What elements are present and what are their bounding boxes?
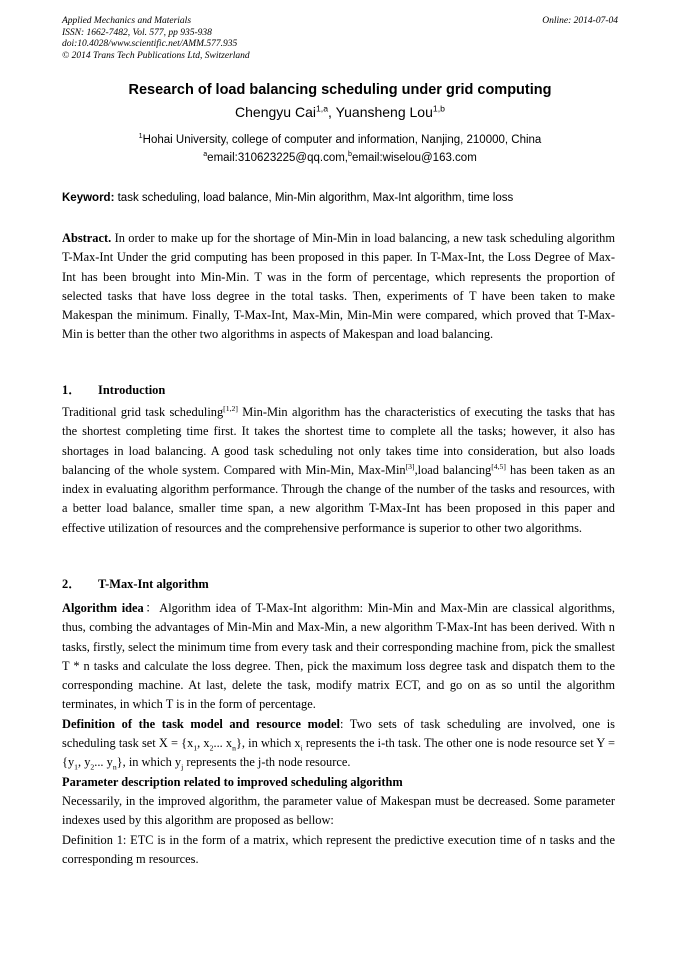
- definition-text: : Two sets of task scheduling are involved, one is scheduling task set X = {x: [62, 716, 616, 751]
- copyright-line: © 2014 Trans Tech Publications Ltd, Switzerland: [62, 50, 250, 61]
- abstract-paragraph: [62, 229, 615, 345]
- email-a: email:310623225@qq.com,: [207, 152, 348, 164]
- algorithm-idea-text: Algorithm idea of T-Max-Int algorithm: Min-Min and Max-Min are classical algorithms, thus, combing the advantages of Min-Min and Max-Min, a new algorithm T-Max-Int has been derived. With n tasks, firstly, select the minimum time from every task and their corresponding machine from, pick the smallest T * n tasks and calculate the loss degree. Then, pick the maximum loss degree task and dispatch them to the corresponding machine. At last, delete the task, modify matrix ECT, and go on as so until the algorithm terminates, in which T is in the form of percentage.: [62, 601, 615, 712]
- definition-text: ... x: [213, 736, 233, 751]
- author-superscript: 1,a: [315, 103, 329, 114]
- affiliation-text: Hohai University, college of computer and information, Nanjing, 210000, China: [142, 134, 542, 146]
- subscript: j: [181, 762, 184, 772]
- subscript: 2: [90, 762, 95, 772]
- section-title: Introduction: [98, 383, 166, 397]
- algorithm-idea-label: Algorithm idea: [62, 601, 144, 615]
- email-superscript: b: [348, 150, 352, 159]
- subscript: 2: [209, 743, 214, 753]
- section-heading-algorithm: [62, 574, 209, 592]
- abstract-text: In order to make up for the shortage of Min-Min in load balancing, a new task scheduling algorithm T-Max-Int Under the grid computing has been proposed in this paper. In T-Max-Int, the Loss Degree of Max-Int has been brought into Min-Min. T was in the form of percentage, which represents the proportion of selected tasks that have loss degree in the total tasks. Then, experiments of T have been taken to make Makespan the minimum. Finally, T-Max-Int, Max-Min, Min-Min were compared, which proved that T-Max-Min is better than the other two algorithms in aspects of Makespan and load balancing.: [62, 231, 615, 342]
- subscript: n: [112, 762, 117, 772]
- affiliation: [62, 134, 618, 146]
- keyword-text: task scheduling, load balance, Min-Min algorithm, Max-Int algorithm, time loss: [114, 192, 514, 204]
- citation: [4,5]: [491, 461, 506, 471]
- issn-line: ISSN: 1662-7482, Vol. 577, pp 935-938: [62, 27, 212, 38]
- keyword-label: Keyword:: [62, 192, 115, 204]
- journal-name: Applied Mechanics and Materials: [62, 16, 192, 26]
- definition-text: }, in which y: [116, 755, 182, 770]
- intro-text: Traditional grid task scheduling: [62, 405, 224, 419]
- author-superscript: 1,b: [432, 103, 445, 114]
- author-separator: ,: [328, 104, 336, 120]
- citation: [1,2]: [223, 403, 238, 413]
- citation: [3]: [405, 461, 415, 471]
- algorithm-section-body: [62, 599, 615, 869]
- introduction-paragraph: [62, 403, 615, 538]
- subscript: n: [232, 743, 236, 753]
- subscript: 1: [193, 743, 198, 753]
- author-list: [62, 104, 618, 120]
- definition-text: ... y: [94, 755, 113, 770]
- subscript: 1: [74, 762, 78, 772]
- author-name: Yuansheng Lou: [335, 104, 433, 120]
- email-superscript: a: [203, 150, 208, 159]
- section-number: 1．: [62, 383, 81, 397]
- doi-line: doi:10.4028/www.scientific.net/AMM.577.935: [62, 39, 238, 49]
- affiliation-superscript: 1: [138, 132, 143, 141]
- journal-header: [62, 16, 618, 62]
- definition-text: represents the j-th node resource.: [183, 755, 351, 770]
- definition-text: represents the i-th task. The other one is node resource set Y = {y: [62, 736, 616, 770]
- definition-paragraph: [62, 715, 615, 773]
- definition-text: , y: [78, 755, 91, 770]
- keyword-line: [62, 192, 618, 204]
- abstract-label: Abstract.: [62, 231, 112, 245]
- parameter-label: Parameter description related to improved scheduling algorithm: [62, 774, 403, 789]
- definition-1-paragraph: Definition 1: ETC is in the form of a matrix, which represent the predictive execution time of n tasks and the corresponding m resources.: [62, 832, 615, 866]
- definition-label: Definition of the task model and resource model: [62, 716, 340, 731]
- section-title: T-Max-Int algorithm: [98, 577, 209, 591]
- paper-title: Research of load balancing scheduling under grid computing: [128, 82, 552, 98]
- section-number: 2．: [62, 577, 81, 591]
- email-b: email:wiselou@163.com: [351, 152, 477, 164]
- subscript: i: [300, 743, 303, 753]
- author-name: Chengyu Cai: [235, 104, 316, 120]
- definition-text: }, in which x: [235, 736, 301, 751]
- colon: ：: [143, 601, 160, 615]
- section-heading-introduction: [62, 380, 165, 398]
- online-date: Online: 2014-07-04: [542, 16, 618, 26]
- definition-text: , x: [197, 736, 210, 751]
- intro-text: Min-Min algorithm has the characteristics of executing the tasks that has the shortest completing time first. It takes the shortest time to complete all the tasks; however, it also has shortages in load balancing. A good task scheduling not only takes time into consideration, but also loads balancing of the whole system. Compared with Min-Min, Max-Min: [62, 405, 615, 477]
- intro-text: ,load balancing: [414, 462, 492, 477]
- parameter-heading: [62, 773, 615, 792]
- algorithm-idea-paragraph: [62, 599, 615, 715]
- parameter-paragraph: Necessarily, in the improved algorithm, the parameter value of Makespan must be decreased. Some parameter indexes used by this algorithm are proposed as bellow:: [62, 793, 615, 828]
- intro-text: has been taken as an index in evaluating algorithm performance. Through the change of the number of the tasks and resources, with a better load balance, smaller time span, a new algorithm T-Max-Int has been proposed in this paper and effective utilization of resources and the comprehensive performance is superior to other two algorithms.: [62, 462, 616, 535]
- email-line: [62, 152, 618, 164]
